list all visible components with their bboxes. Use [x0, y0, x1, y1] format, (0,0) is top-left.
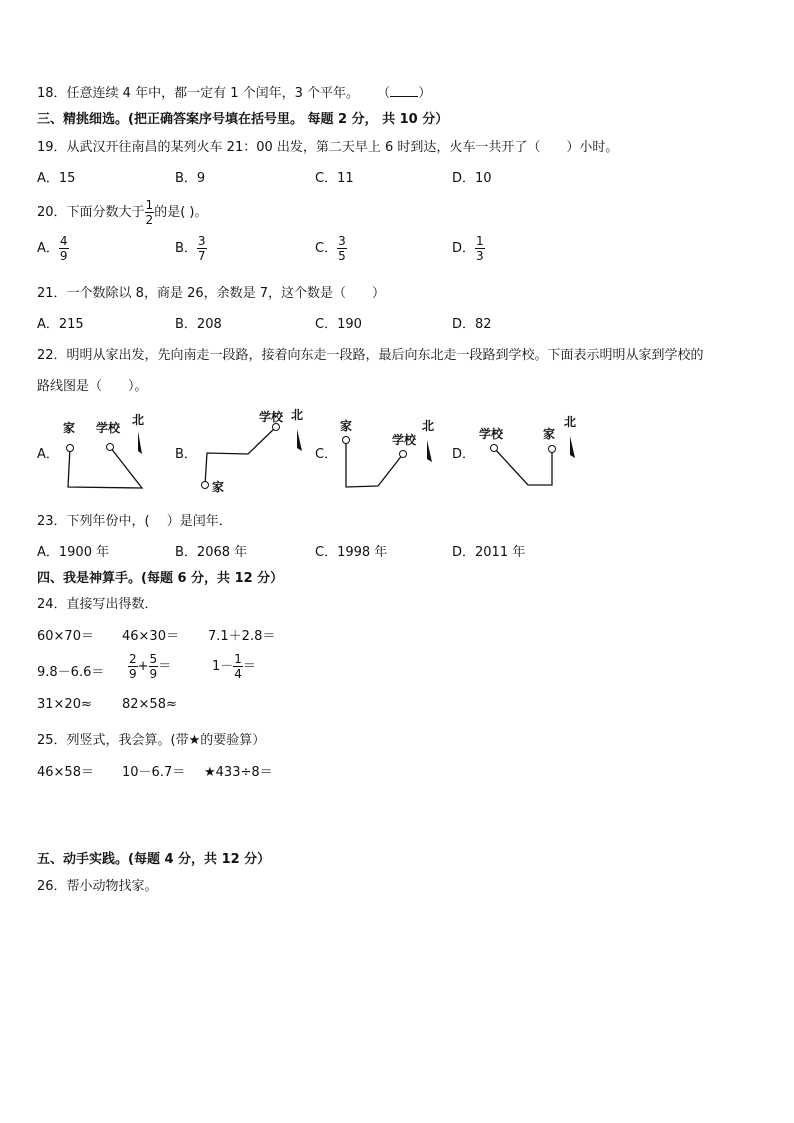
- question-18-text: 18．任意连续 4 年中，都一定有 1 个闰年，3 个平年。: [37, 86, 360, 101]
- q20-option-a[interactable]: A． $\frac{4}{9}$: [37, 234, 68, 263]
- q21-option-b[interactable]: B．208: [175, 317, 222, 332]
- q20-option-d[interactable]: D． $\frac{1}{3}$: [452, 234, 484, 263]
- home-label: 家: [63, 421, 76, 435]
- school-label: 学校: [96, 421, 121, 435]
- home-marker: [67, 445, 74, 452]
- north-arrow-icon: [427, 440, 432, 462]
- school-label: 学校: [392, 433, 417, 447]
- home-marker: [549, 446, 556, 453]
- calc-31x20: 31×20≈: [37, 697, 92, 712]
- q19-option-a[interactable]: A．15: [37, 171, 76, 186]
- q22-option-d[interactable]: D．: [452, 447, 476, 462]
- north-label: 北: [291, 408, 304, 422]
- home-label: 家: [340, 419, 353, 433]
- q21-option-d[interactable]: D．82: [452, 317, 492, 332]
- q23-option-b[interactable]: B．2068 年: [175, 545, 248, 560]
- section-4-heading: 四、我是神算手。(每题 6 分，共 12 分）: [37, 571, 284, 586]
- q19-option-d[interactable]: D．10: [452, 171, 492, 186]
- answer-paren-close: ）: [418, 86, 432, 101]
- north-arrow-icon: [297, 429, 302, 451]
- q20-stem-before: 20．下面分数大于: [37, 205, 145, 220]
- north-label: 北: [422, 419, 435, 433]
- q23-option-c[interactable]: C．1998 年: [315, 545, 388, 560]
- home-label: 家: [212, 480, 225, 494]
- school-marker: [273, 424, 280, 431]
- q22-option-a[interactable]: A．: [37, 447, 59, 462]
- vertical-calc-46x58: 46×58＝: [37, 765, 94, 780]
- question-22-line1: 22．明明从家出发，先向南走一段路，接着向东走一段路，最后向东北走一段路到学校。下面表示明明从家到学校的: [37, 348, 704, 363]
- q20-option-b[interactable]: B． $\frac{3}{7}$: [175, 234, 206, 263]
- question-25-stem: 25．列竖式，我会算。(带★的要验算）: [37, 733, 266, 748]
- vertical-calc-433-div-8: ★433÷8＝: [204, 765, 273, 780]
- q23-option-a[interactable]: A．1900 年: [37, 545, 110, 560]
- section-3-heading: 三、精挑细选。(把正确答案序号填在括号里。 每题 2 分， 共 10 分）: [37, 112, 449, 127]
- calc-60x70: 60×70＝: [37, 629, 94, 644]
- calc-9-8-minus-6-6: 9.8－6.6＝: [37, 665, 105, 680]
- calc-one-minus-quarter: 1－ $\frac{1}{4}$ ＝: [212, 652, 256, 681]
- q19-option-c[interactable]: C．11: [315, 171, 354, 186]
- q22-option-b[interactable]: B．: [175, 447, 197, 462]
- route-map-c: [336, 412, 446, 502]
- home-marker: [343, 437, 350, 444]
- question-24-stem: 24．直接写出得数．: [37, 597, 158, 612]
- calc-46x30: 46×30＝: [122, 629, 179, 644]
- question-20-stem: [37, 198, 207, 227]
- question-21-stem: 21．一个数除以 8，商是 26，余数是 7，这个数是（ ）: [37, 286, 386, 301]
- school-marker: [491, 445, 498, 452]
- north-label: 北: [132, 413, 145, 427]
- question-26-stem: 26．帮小动物找家。: [37, 879, 158, 894]
- q20-stem-after: 的是( )。: [154, 205, 208, 220]
- school-label: 学校: [259, 410, 284, 424]
- calc-82x58: 82×58≈: [122, 697, 177, 712]
- q22-option-c[interactable]: C．: [315, 447, 338, 462]
- question-19-stem: 19．从武汉开往南昌的某列火车 21：00 出发，第二天早上 6 时到达，火车一共开了（ ）小时。: [37, 140, 619, 155]
- q20-half-fraction: $\frac{1}{2}$: [145, 198, 154, 227]
- question-23-stem: 23．下列年份中，( ）是闰年．: [37, 514, 232, 529]
- answer-blank[interactable]: [390, 85, 418, 97]
- q21-option-c[interactable]: C．190: [315, 317, 362, 332]
- calc-7-1-plus-2-8: 7.1＋2.8＝: [208, 629, 276, 644]
- route-map-b: [196, 403, 316, 493]
- q19-option-b[interactable]: B．9: [175, 171, 206, 186]
- school-marker: [107, 444, 114, 451]
- home-marker: [202, 482, 209, 489]
- home-label: 家: [543, 427, 556, 441]
- section-5-heading: 五、动手实践。(每题 4 分，共 12 分）: [37, 852, 271, 867]
- q20-option-c[interactable]: C． $\frac{3}{5}$: [315, 234, 346, 263]
- q23-option-d[interactable]: D．2011 年: [452, 545, 526, 560]
- question-18: [37, 82, 431, 101]
- school-label: 学校: [479, 427, 504, 441]
- answer-paren-open: （: [377, 86, 391, 101]
- north-arrow-icon: [570, 436, 575, 458]
- north-arrow-icon: [138, 431, 142, 454]
- q21-option-a[interactable]: A．215: [37, 317, 84, 332]
- route-map-d: [477, 410, 587, 500]
- calc-fraction-sum: $\frac{2}{9}$ + $\frac{5}{9}$ ＝: [129, 652, 172, 681]
- vertical-calc-10-minus-6-7: 10－6.7＝: [122, 765, 186, 780]
- school-marker: [400, 451, 407, 458]
- north-label: 北: [564, 415, 577, 429]
- question-22-line2: 路线图是（ ）。: [37, 379, 148, 394]
- route-map-a: [58, 405, 158, 495]
